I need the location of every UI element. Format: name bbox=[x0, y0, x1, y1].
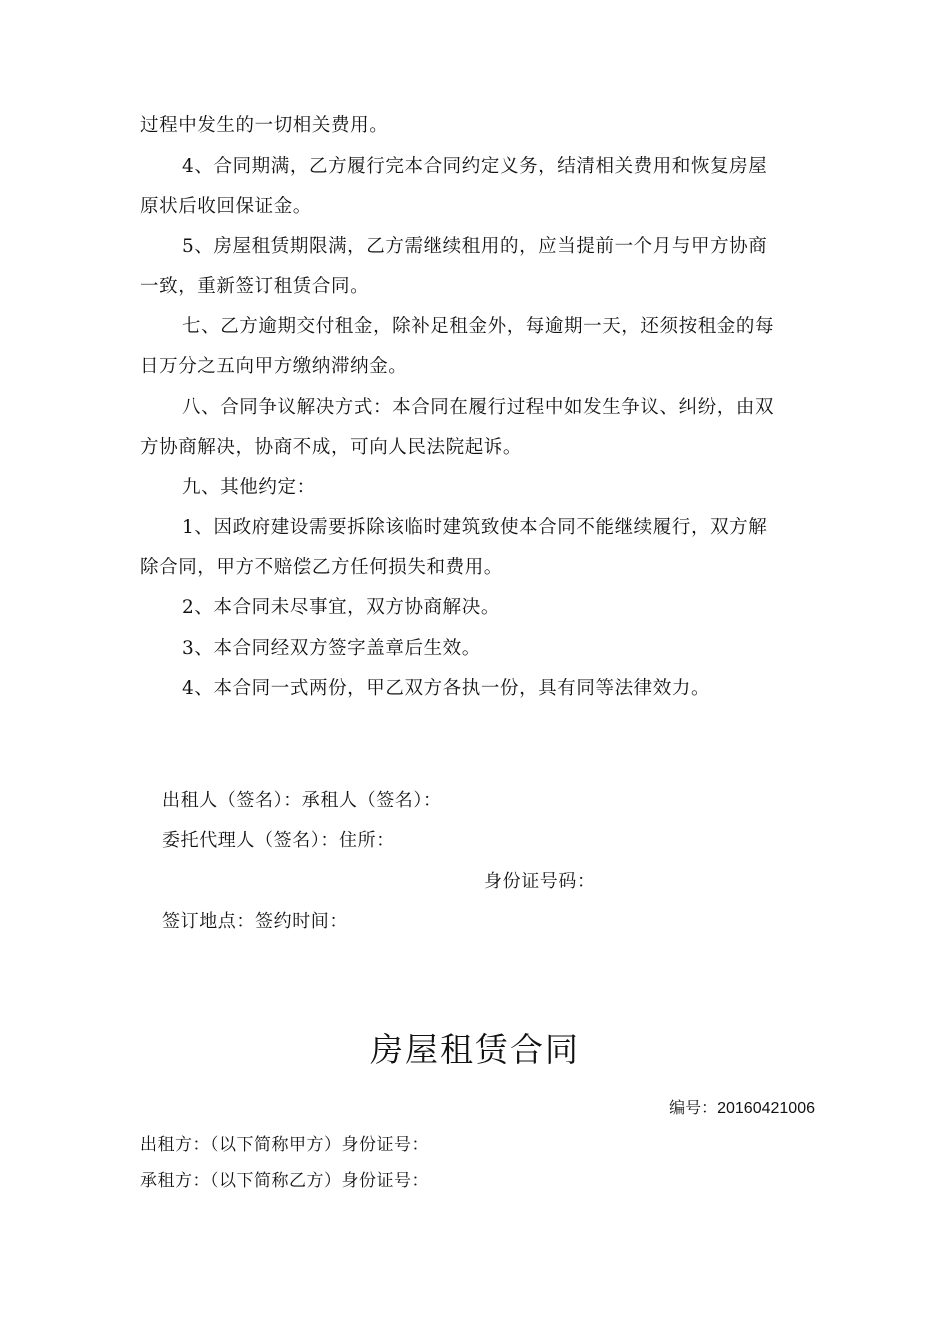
paragraph-line: 5、房屋租赁期限满，乙方需继续租用的，应当提前一个月与甲方协商 bbox=[182, 236, 768, 257]
paragraph-line: 原状后收回保证金。 bbox=[140, 196, 312, 217]
paragraph-line: 一致，重新签订租赁合同。 bbox=[140, 276, 370, 297]
signature-agent-address: 委托代理人（签名）：住所： bbox=[162, 830, 395, 851]
paragraph-line: 过程中发生的一切相关费用。 bbox=[140, 115, 389, 136]
lessee-line: 承租方：（以下简称乙方）身份证号： bbox=[140, 1171, 429, 1191]
signature-id-number: 身份证号码： bbox=[484, 871, 596, 892]
document-number: 编号：20160421006 bbox=[669, 1100, 815, 1117]
contract-title: 房屋租赁合同 bbox=[370, 1030, 580, 1069]
paragraph-line: 日万分之五向甲方缴纳滞纳金。 bbox=[140, 356, 408, 377]
paragraph-line: 八、合同争议解决方式：本合同在履行过程中如发生争议、纠纷，由双 bbox=[182, 397, 775, 418]
paragraph-line: 3、本合同经双方签字盖章后生效。 bbox=[182, 638, 481, 659]
lessor-line: 出租方：（以下简称甲方）身份证号： bbox=[140, 1135, 429, 1155]
paragraph-line: 2、本合同未尽事宜，双方协商解决。 bbox=[182, 597, 500, 618]
paragraph-line: 4、合同期满，乙方履行完本合同约定义务，结清相关费用和恢复房屋 bbox=[182, 156, 768, 177]
paragraph-line: 4、本合同一式两份，甲乙双方各执一份，具有同等法律效力。 bbox=[182, 678, 711, 699]
paragraph-line: 1、因政府建设需要拆除该临时建筑致使本合同不能继续履行，双方解 bbox=[182, 517, 768, 538]
signature-lessor-lessee: 出租人（签名）：承租人（签名）： bbox=[162, 790, 442, 811]
signature-place-time: 签订地点：签约时间： bbox=[162, 911, 348, 932]
paragraph-line: 九、其他约定： bbox=[182, 477, 316, 498]
paragraph-line: 七、乙方逾期交付租金，除补足租金外，每逾期一天，还须按租金的每 bbox=[182, 316, 775, 337]
paragraph-line: 方协商解决，协商不成，可向人民法院起诉。 bbox=[140, 437, 523, 458]
paragraph-line: 除合同，甲方不赔偿乙方任何损失和费用。 bbox=[140, 557, 503, 578]
